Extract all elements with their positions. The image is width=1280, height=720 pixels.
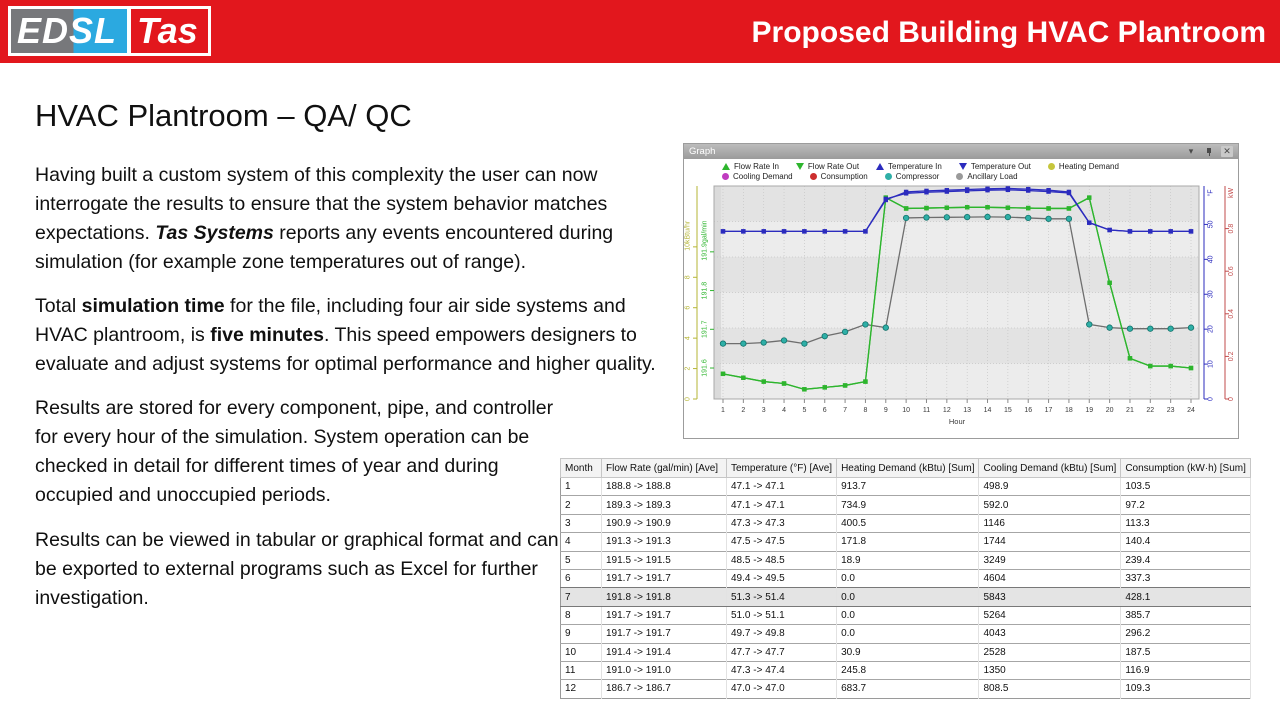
table-cell: 498.9 [979,478,1121,496]
paragraph: Having built a custom system of this complexity the user can now interrogate the results to ensure that the system behavior matches expectations. Tas Systems reports any events encountered during simulation (for example zone temperatures out of range). [35,164,614,274]
table-cell: 400.5 [837,514,979,532]
svg-text:10: 10 [1207,360,1215,368]
svg-text:11: 11 [922,407,931,414]
series-marker-icon [722,163,730,170]
svg-text:15: 15 [1003,407,1012,414]
svg-text:0: 0 [1207,397,1215,401]
table-cell: 1146 [979,514,1121,532]
series-marker-icon [956,173,963,180]
logo-tas-text: Tas [127,9,208,53]
table-row[interactable] [561,551,1251,569]
svg-text:21: 21 [1126,407,1134,414]
table-cell: 191.5 -> 191.5 [602,551,727,569]
table-cell: 913.7 [837,478,979,496]
legend-item[interactable] [956,172,1017,181]
svg-text:kW: kW [1228,187,1235,199]
svg-text:191.8: 191.8 [701,281,709,300]
table-column-header[interactable]: Flow Rate (gal/min) [Ave] [602,459,727,478]
table-row[interactable] [561,588,1251,606]
table-row[interactable] [561,514,1251,532]
table-cell: 11 [561,661,602,679]
svg-text:0: 0 [684,397,692,401]
svg-text:kBtu/hr: kBtu/hr [684,220,692,243]
table-cell: 187.5 [1121,643,1251,661]
table-cell: 1350 [979,661,1121,679]
table-cell: 191.4 -> 191.4 [602,643,727,661]
svg-text:40: 40 [1207,255,1215,264]
table-cell: 12 [561,680,602,698]
legend-label: Compressor [895,172,940,181]
table-cell: 191.3 -> 191.3 [602,533,727,551]
legend-label: Consumption [820,172,868,181]
svg-text:50: 50 [1207,220,1215,229]
svg-text:22: 22 [1146,407,1155,414]
table-cell: 191.7 -> 191.7 [602,569,727,587]
svg-text:8: 8 [684,275,692,280]
legend-label: Ancillary Load [967,172,1018,181]
table-cell: 296.2 [1121,625,1251,643]
table-cell: 239.4 [1121,551,1251,569]
table-cell: 186.7 -> 186.7 [602,680,727,698]
svg-text:5: 5 [802,407,807,414]
table-cell: 140.4 [1121,533,1251,551]
svg-text:24: 24 [1187,407,1195,414]
series-marker-icon [796,163,804,170]
svg-text:23: 23 [1166,407,1175,414]
table-cell: 47.0 -> 47.0 [727,680,837,698]
legend-row [722,172,1238,181]
monthly-results-table [560,458,1251,699]
table-cell: 245.8 [837,661,979,679]
table-cell: 51.3 -> 51.4 [727,588,837,606]
table-cell: 1 [561,478,602,496]
legend-item[interactable] [722,162,779,171]
table-cell: 47.1 -> 47.1 [727,496,837,514]
table-cell: 808.5 [979,680,1121,698]
hourly-results-chart [684,183,1238,433]
table-cell: 103.5 [1121,478,1251,496]
legend-row [722,162,1238,171]
table-row[interactable] [561,625,1251,643]
series-marker-icon [1048,163,1055,170]
table-row[interactable] [561,533,1251,551]
svg-text:18: 18 [1065,407,1073,414]
graph-panel-titlebar[interactable] [684,144,1238,159]
svg-text:10: 10 [684,242,692,251]
svg-text:30: 30 [1207,290,1215,299]
table-column-header[interactable]: Consumption (kW·h) [Sum] [1121,459,1251,478]
series-marker-icon [959,163,967,170]
table-cell: 30.9 [837,643,979,661]
legend-label: Cooling Demand [733,172,793,181]
table-cell: 191.8 -> 191.8 [602,588,727,606]
close-icon[interactable]: ✕ [1221,146,1233,157]
table-cell: 592.0 [979,496,1121,514]
legend-label: Flow Rate Out [807,162,860,171]
table-cell: 49.4 -> 49.5 [727,569,837,587]
chart-legend [684,159,1238,183]
table-cell: 0.0 [837,606,979,624]
svg-text:0: 0 [1228,397,1235,401]
table-row[interactable] [561,643,1251,661]
table-cell: 191.0 -> 191.0 [602,661,727,679]
table-cell: 116.9 [1121,661,1251,679]
table-cell: 3249 [979,551,1121,569]
svg-text:3: 3 [761,407,766,414]
svg-text:0.4: 0.4 [1228,308,1235,319]
legend-item[interactable] [885,172,940,181]
svg-text:16: 16 [1024,407,1033,414]
svg-text:20: 20 [1105,407,1114,414]
header-banner [0,0,1280,63]
table-column-header[interactable]: Cooling Demand (kBtu) [Sum] [979,459,1121,478]
table-cell: 2 [561,496,602,514]
table-row[interactable] [561,661,1251,679]
paragraph: Results can be viewed in tabular or graphical format and can be exported to external programs such as Excel for further investigation. [35,528,559,609]
legend-label: Heating Demand [1058,162,1119,171]
pin-icon[interactable] [1203,146,1215,157]
svg-text:10: 10 [902,407,911,414]
table-cell: 683.7 [837,680,979,698]
table-cell: 734.9 [837,496,979,514]
svg-text:191.9: 191.9 [701,243,709,261]
table-cell: 4043 [979,625,1121,643]
table-cell: 5264 [979,606,1121,624]
svg-text:13: 13 [963,407,972,414]
legend-label: Temperature In [888,162,942,171]
svg-text:14: 14 [983,407,992,414]
collapse-icon[interactable]: ▾ [1188,146,1194,156]
table-row[interactable] [561,478,1251,496]
svg-text:191.7: 191.7 [701,320,709,339]
legend-item[interactable] [876,162,942,171]
edsl-tas-logo [8,6,211,56]
table-cell: 47.7 -> 47.7 [727,643,837,661]
table-cell: 113.3 [1121,514,1251,532]
table-cell: 190.9 -> 190.9 [602,514,727,532]
svg-text:0.2: 0.2 [1228,351,1235,362]
table-cell: 48.5 -> 48.5 [727,551,837,569]
svg-text:9: 9 [883,407,888,414]
paragraph: Total simulation time for the file, including four air side systems and HVAC plantroom, is five minutes. This speed empowers designers to evaluate and adjust systems for optimal performance and higher quality. [35,295,656,376]
table-cell: 47.3 -> 47.4 [727,661,837,679]
table-cell: 385.7 [1121,606,1251,624]
table-cell: 1744 [979,533,1121,551]
table-cell: 5 [561,551,602,569]
table-cell: 97.2 [1121,496,1251,514]
svg-text:20: 20 [1207,325,1215,334]
svg-text:12: 12 [942,407,951,414]
series-marker-icon [885,173,892,180]
series-marker-icon [722,173,729,180]
svg-text:2: 2 [741,407,746,414]
svg-text:4: 4 [782,407,786,414]
table-row[interactable] [561,569,1251,587]
legend-item[interactable] [1048,162,1119,171]
table-cell: 188.8 -> 188.8 [602,478,727,496]
slide-heading: HVAC Plantroom – QA/ QC [35,98,412,133]
table-header-row [561,459,1251,478]
table-cell: 51.0 -> 51.1 [727,606,837,624]
table-cell: 109.3 [1121,680,1251,698]
legend-label: Temperature Out [970,162,1031,171]
paragraph: Results are stored for every component, pipe, and controller for every hour of the simulation. System operation can be checked in detail for different times of year and during occupied and unoccupied periods. [35,397,554,507]
table-cell: 47.1 -> 47.1 [727,478,837,496]
table-cell: 5843 [979,588,1121,606]
table-row[interactable] [561,606,1251,624]
table-cell: 18.9 [837,551,979,569]
svg-text:6: 6 [822,407,827,414]
svg-text:19: 19 [1085,407,1094,414]
table-cell: 49.7 -> 49.8 [727,625,837,643]
legend-label: Flow Rate In [734,162,779,171]
logo-edsl-text: EDSL [11,9,127,53]
header-title: Proposed Building HVAC Plantroom [751,16,1266,49]
series-marker-icon [810,173,817,180]
svg-text:7: 7 [843,407,848,414]
legend-item[interactable] [810,172,868,181]
table-cell: 8 [561,606,602,624]
table-cell: 10 [561,643,602,661]
table-cell: 3 [561,514,602,532]
table-cell: 0.0 [837,569,979,587]
svg-text:8: 8 [863,407,868,414]
svg-text:2: 2 [684,366,692,371]
table-cell: 9 [561,625,602,643]
svg-text:4: 4 [684,336,692,341]
table-cell: 47.3 -> 47.3 [727,514,837,532]
table-cell: 2528 [979,643,1121,661]
table-column-header[interactable]: Month [561,459,602,478]
graph-panel-title: Graph [689,146,716,157]
svg-text:1: 1 [721,407,725,414]
table-cell: 189.3 -> 189.3 [602,496,727,514]
legend-item[interactable] [796,162,859,171]
table-cell: 191.7 -> 191.7 [602,625,727,643]
svg-text:17: 17 [1044,407,1053,414]
svg-text:0.6: 0.6 [1228,266,1235,277]
table-cell: 191.7 -> 191.7 [602,606,727,624]
legend-item[interactable] [959,162,1031,171]
legend-item[interactable] [722,172,793,181]
table-cell: 0.0 [837,625,979,643]
table-cell: 47.5 -> 47.5 [727,533,837,551]
series-marker-icon [876,163,884,170]
svg-text:0.8: 0.8 [1228,223,1235,234]
table-cell: 171.8 [837,533,979,551]
table-row[interactable] [561,496,1251,514]
table-column-header[interactable]: Heating Demand (kBtu) [Sum] [837,459,979,478]
table-cell: 6 [561,569,602,587]
table-cell: 7 [561,588,602,606]
table-cell: 337.3 [1121,569,1251,587]
table-column-header[interactable]: Temperature (°F) [Ave] [727,459,837,478]
svg-text:6: 6 [684,305,692,310]
table-cell: 0.0 [837,588,979,606]
table-row[interactable] [561,680,1251,698]
svg-text:191.6: 191.6 [701,359,709,377]
table-cell: 4604 [979,569,1121,587]
table-cell: 428.1 [1121,588,1251,606]
svg-text:gal/min: gal/min [701,220,709,243]
titlebar-buttons [1185,146,1233,157]
svg-text:°F: °F [1207,189,1215,197]
table-cell: 4 [561,533,602,551]
graph-panel [683,143,1239,439]
svg-text:Hour: Hour [948,417,966,426]
